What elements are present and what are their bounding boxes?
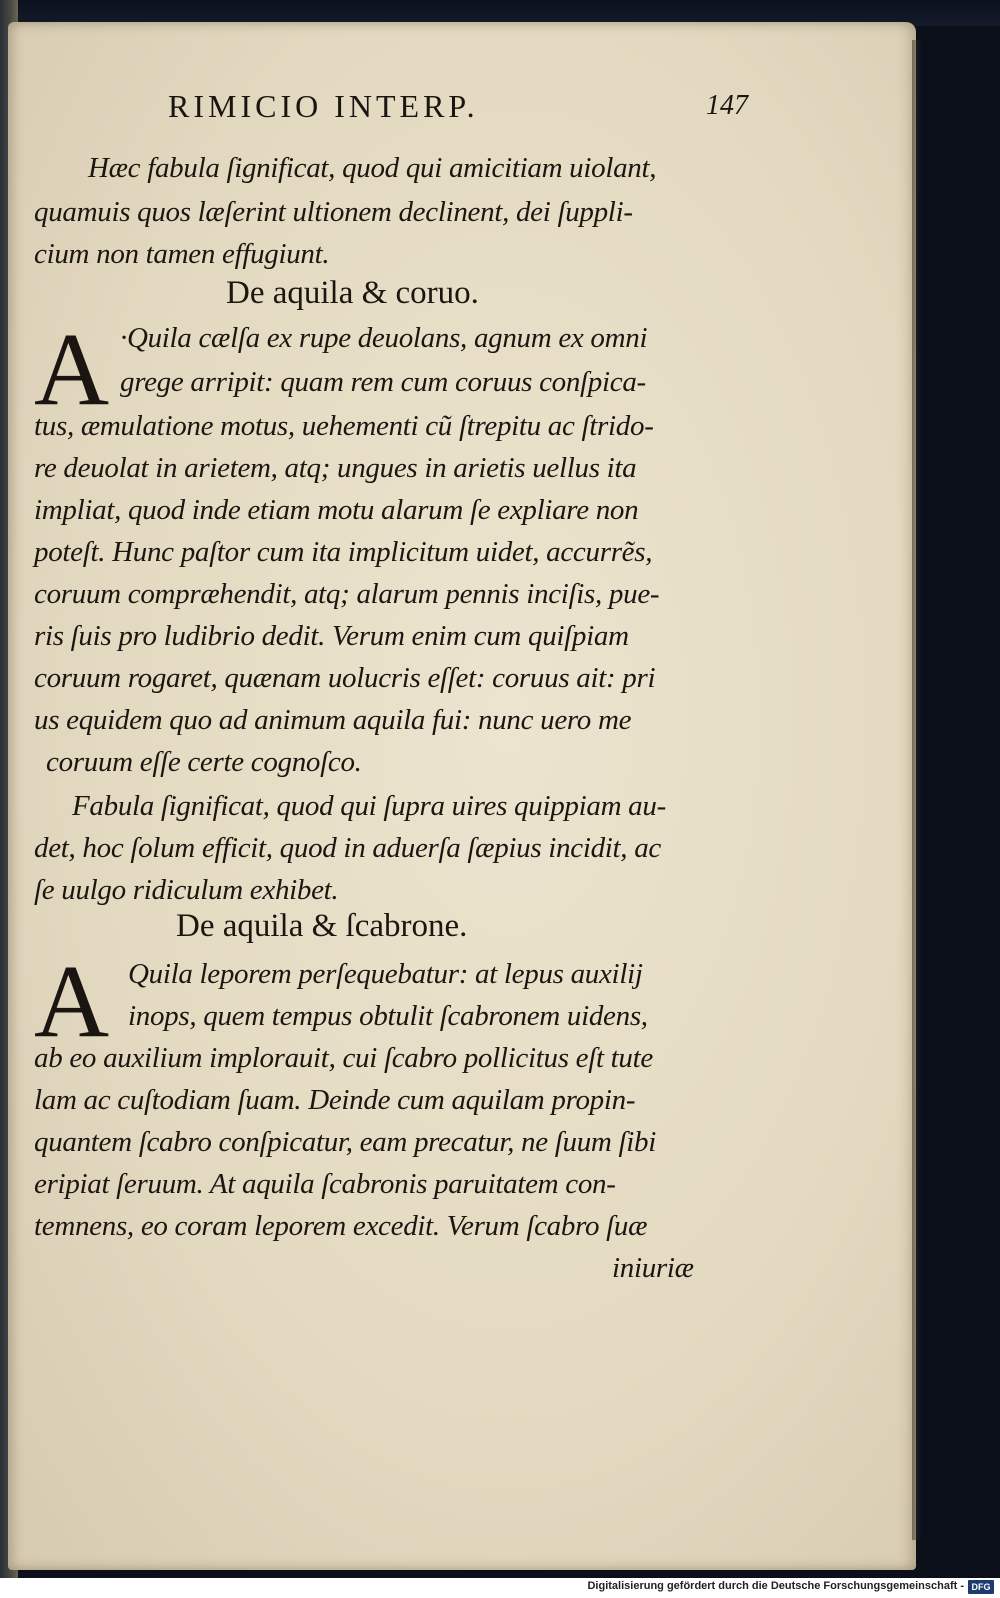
moral-1-line: cium non tamen effugiunt.: [34, 238, 330, 270]
fable-text-line: us equidem quo ad animum aquila fui: nunc uero me: [34, 704, 632, 736]
fable-text-line: coruum compræhendit, atq; alarum pennis inciſis, pue-: [34, 578, 660, 610]
fable-text-line: ·Quila cælſa ex rupe deuolans, agnum ex omni: [120, 322, 648, 354]
fable-text-line: coruum eſſe certe cognoſco.: [46, 746, 362, 778]
fable-text-line: ab eo auxilium implorauit, cui ſcabro pollicitus eſt tute: [34, 1042, 653, 1074]
fable-text-line: coruum rogaret, quænam uolucris eſſet: coruus ait: pri: [34, 662, 656, 694]
fable-heading: De aquila & ſcabrone.: [176, 908, 468, 944]
fable-text-line: Quila leporem perſequebatur: at lepus auxilij: [128, 958, 643, 990]
moral-line: Fabula ſignificat, quod qui ſupra uires quippiam au-: [72, 790, 666, 822]
fable-text-line: lam ac cuſtodiam ſuam. Deinde cum aquilam propin-: [34, 1084, 636, 1116]
moral-1-line: quamuis quos læſerint ultionem declinent, dei ſuppli-: [34, 196, 633, 228]
fable-text-line: eripiat ſeruum. At aquila ſcabronis paruitatem con-: [34, 1168, 616, 1200]
drop-cap-initial: A: [34, 944, 110, 1059]
digitization-credit: Digitalisierung gefördert durch die Deutsche Forschungsgemeinschaft -: [587, 1580, 964, 1592]
dfg-logo: DFG: [968, 1580, 994, 1594]
catchword: iniuriæ: [612, 1252, 694, 1284]
running-title: RIMICIO INTERP.: [168, 88, 479, 124]
fable-text-line: temnens, eo coram leporem excedit. Verum ſcabro ſuæ: [34, 1210, 648, 1242]
drop-cap-initial: A: [34, 312, 110, 427]
fable-text-line: grege arripit: quam rem cum coruus conſpica-: [120, 366, 646, 398]
page-number: 147: [706, 90, 748, 121]
fable-text-line: ris ſuis pro ludibrio dedit. Verum enim cum quiſpiam: [34, 620, 629, 652]
fable-text-line: inops, quem tempus obtulit ſcabronem uidens,: [128, 1000, 648, 1032]
moral-line: det, hoc ſolum efficit, quod in aduerſa ſæpius incidit, ac: [34, 832, 661, 864]
fable-text-line: poteſt. Hunc paſtor cum ita implicitum uidet, accurrẽs,: [34, 536, 653, 568]
fable-heading: De aquila & coruo.: [226, 275, 479, 311]
fable-text-line: impliat, quod inde etiam motu alarum ſe expliare non: [34, 494, 639, 526]
fable-text-line: quantem ſcabro conſpicatur, eam precatur, ne ſuum ſibi: [34, 1126, 656, 1158]
moral-line: ſe uulgo ridiculum exhibet.: [34, 874, 339, 906]
moral-1-line: Hæc fabula ſignificat, quod qui amicitiam uiolant,: [88, 152, 657, 184]
fable-text-line: re deuolat in arietem, atq; ungues in arietis uellus ita: [34, 452, 637, 484]
running-head: [168, 88, 748, 128]
fable-text-line: tus, æmulatione motus, uehementi cũ ſtrepitu ac ſtrido-: [34, 410, 654, 442]
page-edge-shadow: [912, 40, 922, 1540]
